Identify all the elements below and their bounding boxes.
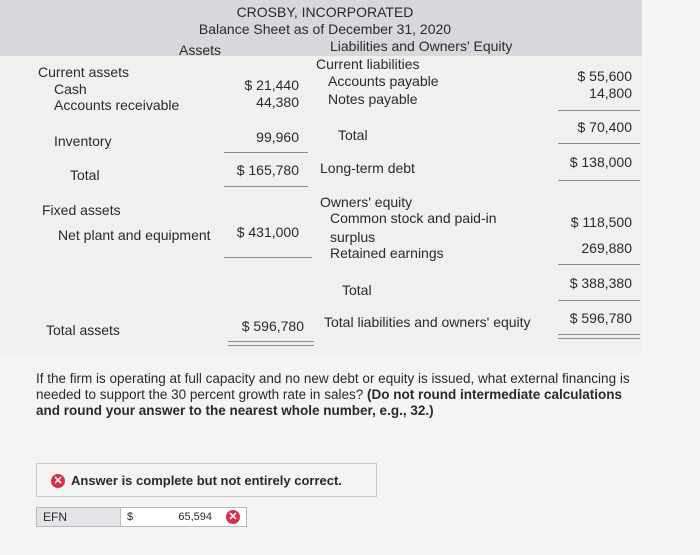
current-assets-total-value: $ 165,780 — [236, 162, 299, 178]
liabilities-heading: Liabilities and Owners' Equity — [330, 38, 513, 54]
efn-input[interactable]: 65,594 — [178, 511, 212, 523]
feedback-banner — [36, 463, 377, 497]
common-stock-value: $ 118,500 — [570, 214, 632, 230]
retained-earnings-label: Retained earnings — [330, 245, 444, 261]
current-liabilities-total-underline — [558, 143, 640, 144]
common-stock-label-line1: Common stock and paid-in — [330, 210, 497, 226]
retained-earnings-value: 269,880 — [581, 240, 632, 256]
company-name: CROSBY, INCORPORATED — [236, 4, 414, 20]
inventory-label: Inventory — [54, 133, 112, 149]
total-assets-label: Total assets — [46, 322, 120, 338]
question-instruction: (Do not round intermediate calculations and round your answer to the nearest whole number, e.g., 32.) — [36, 387, 623, 418]
current-liabilities-total-label: Total — [338, 127, 368, 143]
notes-payable-label: Notes payable — [328, 91, 418, 107]
owners-equity-label: Owners' equity — [320, 194, 413, 210]
total-liabilities-equity-label: Total liabilities and owners' equity — [324, 314, 531, 330]
cash-label: Cash — [54, 81, 87, 97]
accounts-payable-label: Accounts payable — [328, 73, 439, 89]
cash-value: $ 21,440 — [244, 77, 299, 93]
efn-answer-row — [36, 507, 247, 527]
question-body: If the firm is operating at full capacity and no new debt or equity is issued, what external financing is needed to support the 30 percent growth rate in sales? — [36, 371, 630, 402]
question-text — [36, 371, 636, 419]
x-icon: ✕ — [51, 474, 65, 488]
long-term-debt-label: Long-term debt — [320, 160, 415, 176]
total-assets-double-underline-2 — [228, 345, 314, 346]
feedback-message: Answer is complete but not entirely correct. — [71, 473, 342, 488]
long-term-debt-underline — [558, 180, 640, 181]
accounts-receivable-value: 44,380 — [256, 94, 299, 110]
owners-equity-total-underline — [558, 300, 640, 301]
common-stock-label-line2: surplus — [330, 229, 376, 245]
total-liabilities-equity-double-underline-1 — [558, 334, 640, 335]
total-liabilities-equity-value: $ 596,780 — [569, 310, 632, 326]
total-assets-double-underline-1 — [228, 341, 314, 342]
total-liabilities-equity-double-underline-2 — [558, 338, 640, 339]
owners-equity-total-value: $ 388,380 — [569, 275, 632, 291]
net-plant-label: Net plant and equipment — [58, 227, 211, 243]
long-term-debt-value: $ 138,000 — [569, 154, 632, 170]
current-assets-label: Current assets — [38, 64, 130, 80]
current-assets-total-label: Total — [70, 167, 100, 183]
fixed-assets-label: Fixed assets — [42, 202, 121, 218]
accounts-payable-value: $ 55,600 — [577, 68, 632, 84]
inventory-underline — [224, 152, 308, 153]
notes-payable-underline — [558, 110, 640, 111]
assets-heading: Assets — [179, 42, 222, 58]
inventory-value: 99,960 — [256, 129, 299, 145]
notes-payable-value: 14,800 — [589, 85, 632, 101]
sheet-subtitle: Balance Sheet as of December 31, 2020 — [198, 21, 452, 37]
retained-earnings-underline — [558, 264, 640, 265]
total-assets-value: $ 596,780 — [241, 318, 304, 334]
answer-x-icon: ✕ — [226, 510, 240, 524]
net-plant-value: $ 431,000 — [236, 224, 299, 240]
efn-currency: $ — [127, 511, 134, 523]
current-liabilities-total-value: $ 70,400 — [577, 119, 632, 135]
accounts-receivable-label: Accounts receivable — [54, 97, 180, 113]
current-assets-total-underline — [224, 186, 308, 187]
net-plant-underline — [224, 257, 312, 258]
efn-label: EFN — [37, 508, 121, 526]
owners-equity-total-label: Total — [342, 282, 372, 298]
current-liabilities-label: Current liabilities — [316, 56, 420, 72]
